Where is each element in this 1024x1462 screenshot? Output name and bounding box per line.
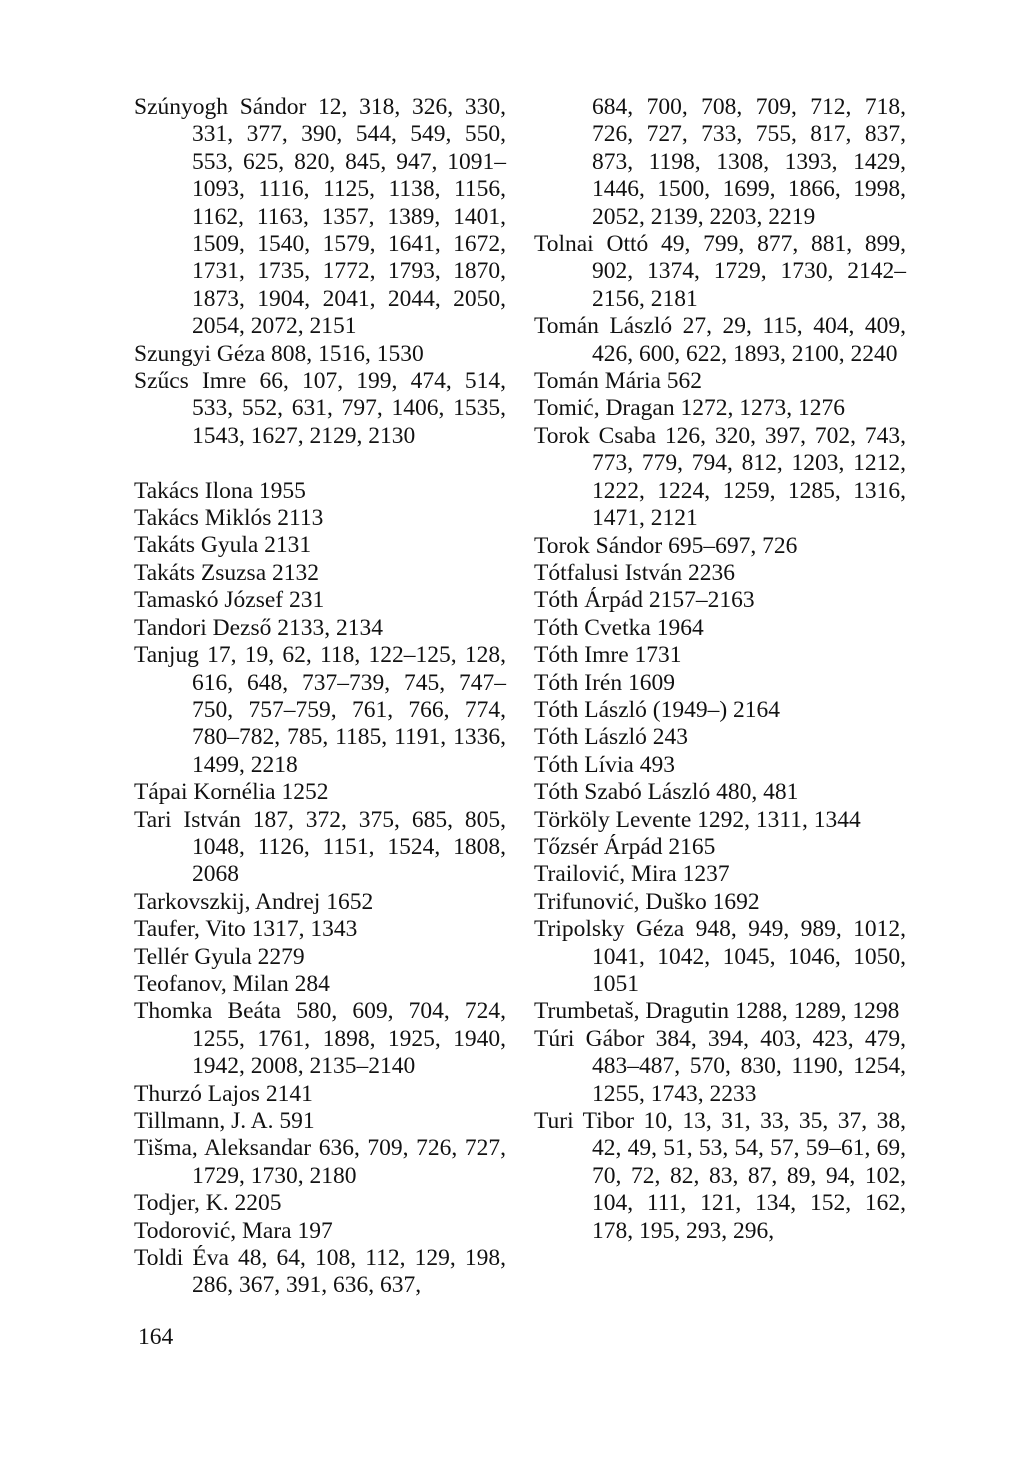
index-column-left	[134, 94, 506, 1300]
index-entry: Toldi Éva 48, 64, 108, 112, 129, 198, 286, 367, 391, 636, 637,	[134, 1245, 506, 1299]
index-entry: Tellér Gyula 2279	[134, 943, 305, 970]
index-entry: Tamaskó József 231	[134, 587, 325, 614]
index-entry: Takáts Gyula 2131	[134, 532, 312, 559]
index-entry: Tarkovszkij, Andrej 1652	[134, 888, 374, 915]
index-entry: Szungyi Géza 808, 1516, 1530	[134, 340, 424, 367]
index-entry: Szűcs Imre 66, 107, 199, 474, 514, 533, 552, 631, 797, 1406, 1535, 1543, 1627, 2129, 2130	[134, 368, 506, 449]
index-entry: Tillmann, J. A. 591	[134, 1108, 315, 1135]
index-entry: Trifunović, Duško 1692	[534, 888, 760, 915]
index-entry: Tari István 187, 372, 375, 685, 805, 1048, 1126, 1151, 1524, 1808, 2068	[134, 806, 506, 888]
index-entry: Tóth Szabó László 480, 481	[534, 779, 799, 806]
index-entry: Tóth Imre 1731	[534, 642, 682, 669]
index-entry: Teofanov, Milan 284	[134, 970, 330, 997]
index-entry: Takács Ilona 1955	[134, 477, 306, 504]
index-column-right	[534, 94, 906, 1245]
index-entry: Tomán Mária 562	[534, 368, 703, 395]
page-number: 164	[138, 1324, 174, 1350]
index-entry: Thurzó Lajos 2141	[134, 1080, 313, 1107]
index-entry: Tőzsér Árpád 2165	[534, 833, 716, 860]
index-entry: Túri Gábor 384, 394, 403, 423, 479, 483–487, 570, 830, 1190, 1254, 1255, 1743, 2233	[534, 1025, 906, 1107]
index-entry: Törköly Levente 1292, 1311, 1344	[534, 806, 861, 833]
index-entry: Tomán László 27, 29, 115, 404, 409, 426, 600, 622, 1893, 2100, 2240	[534, 313, 906, 367]
index-entry: Tóth Cvetka 1964	[534, 614, 704, 641]
index-entry: Tripolsky Géza 948, 949, 989, 1012, 1041, 1042, 1045, 1046, 1050, 1051	[534, 916, 906, 997]
index-entry: Trailović, Mira 1237	[534, 861, 730, 888]
index-entry: Tanjug 17, 19, 62, 118, 122–125, 128, 616, 648, 737–739, 745, 747–750, 757–759, 761, 766, 774, 780–782, 785, 1185, 1191, 1336, 1499, 2218	[134, 642, 506, 778]
index-entry: Tótfalusi István 2236	[534, 559, 736, 586]
index-entry: Thomka Beáta 580, 609, 704, 724, 1255, 1761, 1898, 1925, 1940, 1942, 2008, 2135–2140	[134, 998, 506, 1080]
index-entry: Turi Tibor 10, 13, 31, 33, 35, 37, 38, 42, 49, 51, 53, 54, 57, 59–61, 69, 70, 72, 82, 83, 87, 89, 94, 102, 104, 111, 121, 134, 152, 162, 178, 195, 293, 296,	[534, 1108, 906, 1244]
index-entry: Tolnai Ottó 49, 799, 877, 881, 899, 902, 1374, 1729, 1730, 2142–2156, 2181	[534, 231, 906, 312]
index-entry: Tóth Árpád 2157–2163	[534, 587, 755, 614]
section-gap	[134, 450, 506, 477]
index-entry-continuation: 684, 700, 708, 709, 712, 718, 726, 727, 733, 755, 817, 837, 873, 1198, 1308, 1393, 1429, 1446, 1500, 1699, 1866, 1998, 2052, 2139, 2203, 2219	[592, 94, 906, 230]
index-entry: Tóth László 243	[534, 724, 689, 751]
index-entry: Tóth László (1949–) 2164	[534, 696, 781, 723]
index-entry: Tóth Irén 1609	[534, 669, 675, 696]
index-entry: Tandori Dezső 2133, 2134	[134, 614, 383, 641]
index-entry: Tišma, Aleksandar 636, 709, 726, 727, 1729, 1730, 2180	[134, 1135, 506, 1189]
index-entry: Tóth Lívia 493	[534, 751, 675, 778]
index-entry: Tomić, Dragan 1272, 1273, 1276	[534, 395, 845, 422]
index-entry: Todjer, K. 2205	[134, 1190, 282, 1217]
index-entry: Torok Sándor 695–697, 726	[534, 532, 798, 559]
index-entry: Takács Miklós 2113	[134, 505, 324, 532]
index-entry: Trumbetaš, Dragutin 1288, 1289, 1298	[534, 998, 900, 1025]
index-entry: Tápai Kornélia 1252	[134, 779, 329, 806]
index-entry: Taufer, Vito 1317, 1343	[134, 916, 358, 943]
index-entry: Todorović, Mara 197	[134, 1217, 333, 1244]
index-entry: Torok Csaba 126, 320, 397, 702, 743, 773, 779, 794, 812, 1203, 1212, 1222, 1224, 1259, 1285, 1316, 1471, 2121	[534, 422, 906, 532]
index-entry: Szúnyogh Sándor 12, 318, 326, 330, 331, 377, 390, 544, 549, 550, 553, 625, 820, 845, 947, 1091–1093, 1116, 1125, 1138, 1156, 1162, 1163, 1357, 1389, 1401, 1509, 1540, 1579, 1641, 1672, 1731, 1735, 1772, 1793, 1870, 1873, 1904, 2041, 2044, 2050, 2054, 2072, 2151	[134, 94, 506, 340]
index-entry: Takáts Zsuzsa 2132	[134, 559, 320, 586]
